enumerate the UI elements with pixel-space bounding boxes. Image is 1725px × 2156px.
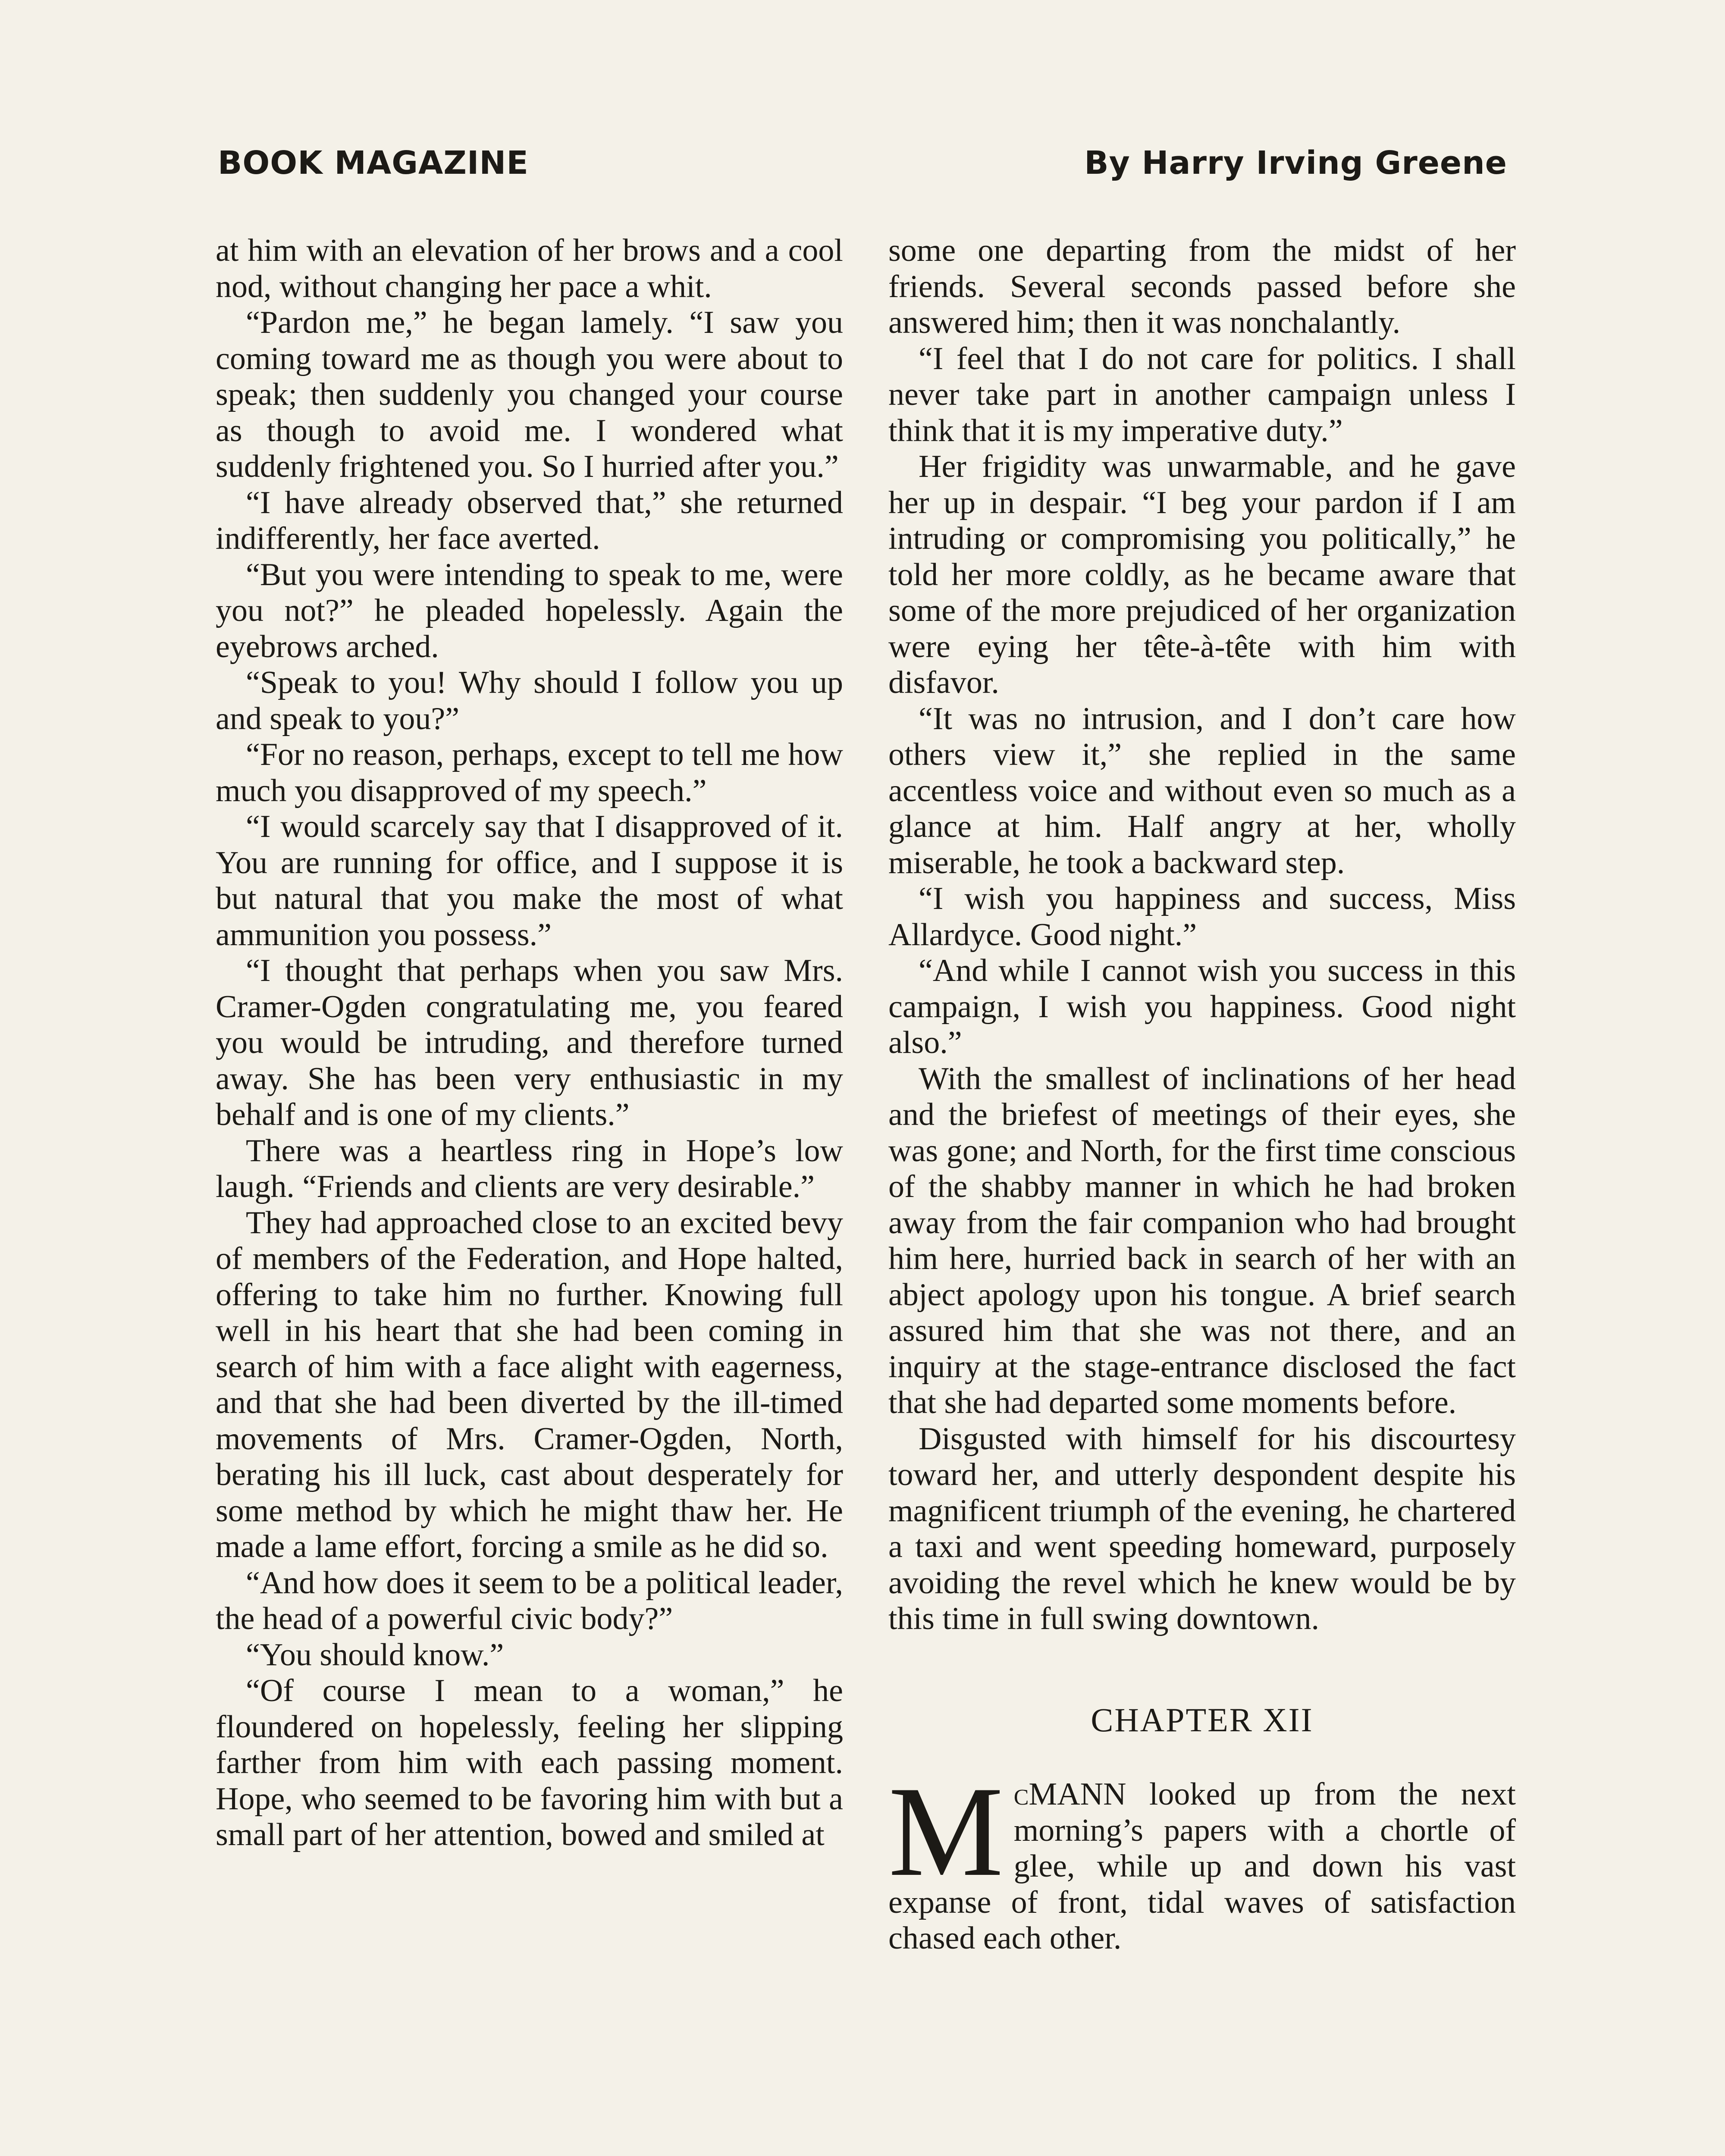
paragraph: “Speak to you! Why should I follow you up and speak to you?” [216,665,843,736]
paragraph: “I wish you happiness and success, Miss Allardyce. Good night.” [888,881,1516,953]
paragraph: some one departing from the midst of her friends. Several seconds passed before she answered him; then it was nonchalantly. [888,233,1516,340]
paragraph: “For no reason, perhaps, except to tell me how much you disapproved of my speech.” [216,737,843,808]
paragraph: “I feel that I do not care for politics. I shall never take part in another campaign unless I think that it is my imperative duty.” [888,341,1516,448]
paragraph: “Pardon me,” he began lamely. “I saw you coming toward me as though you were about to speak; then suddenly you changed your course as though to avoid me. I wondered what suddenly frightened you. So I hurried after you.” [216,305,843,484]
paragraph: With the smallest of inclinations of her head and the briefest of meetings of their eyes, she was gone; and North, for the first time conscious of the shabby manner in which he had broken away from the fair companion who had brought him here, hurried back in search of her with an abject apology upon his tongue. A brief search assured him that she was not there, and an inquiry at the stage-entrance disclosed the fact that she had departed some moments before. [888,1061,1516,1420]
running-head [0,144,1725,192]
paragraph: There was a heartless ring in Hope’s low laugh. “Friends and clients are very desirable.” [216,1133,843,1204]
right-column [888,233,1516,1957]
paragraph: “But you were intending to speak to me, were you not?” he pleaded hopelessly. Again the eyebrows arched. [216,557,843,664]
paragraph: “Of course I mean to a woman,” he floundered on hopelessly, feeling her slipping farther from him with each passing moment. Hope, who seemed to be favoring him with but a small part of her attention, bowed and smiled at [216,1673,843,1852]
paragraph: at him with an elevation of her brows and a cool nod, without changing her pace a whit. [216,233,843,304]
chapter-opening-paragraph [888,1760,1516,1957]
paragraph: “I have already observed that,” she returned indifferently, her face averted. [216,485,843,556]
opening-text: looked up from the next morning’s papers with a chortle of glee, while up and down his vast expanse of front, tidal waves of satisfaction chased each other. [888,1777,1516,1956]
magazine-title: BOOK MAGAZINE [218,144,529,182]
drop-cap: M [888,1760,1004,1903]
paragraph: “And how does it seem to be a political leader, the head of a powerful civic body?” [216,1565,843,1636]
author-byline: By Harry Irving Greene [1084,144,1507,182]
paragraph: Disgusted with himself for his discourtesy toward her, and utterly despondent despite his magnificent triumph of the evening, he chartered a taxi and went speeding homeward, purposely avoiding the revel which he knew would be by this time in full swing downtown. [888,1421,1516,1636]
chapter-heading: CHAPTER XII [1091,1701,1314,1739]
paragraph: “And while I cannot wish you success in this campaign, I wish you happiness. Good night also.” [888,953,1516,1060]
left-column [216,233,843,1853]
opening-smallcaps: cMANN [1013,1777,1126,1812]
paragraph: Her frigidity was unwarmable, and he gave her up in despair. “I beg your pardon if I am intruding or compromising you politically,” he told her more coldly, as he became aware that some of the more prejudiced of her organization were eying her tête-à-tête with him with disfavor. [888,449,1516,700]
paragraph: “You should know.” [246,1637,504,1673]
paragraph: “I would scarcely say that I disapproved of it. You are running for office, and I suppose it is but natural that you make the most of what ammunition you possess.” [216,809,843,953]
paragraph: “It was no intrusion, and I don’t care how others view it,” she replied in the same accentless voice and without even so much as a glance at him. Half angry at her, wholly miserable, he took a backward step. [888,701,1516,881]
paragraph: “I thought that perhaps when you saw Mrs. Cramer-Ogden congratulating me, you feared you would be intruding, and therefore turned away. She has been very enthusiastic in my behalf and is one of my clients.” [216,953,843,1132]
paragraph: They had approached close to an excited bevy of members of the Federation, and Hope halted, offering to take him no further. Knowing full well in his heart that she had been coming in search of him with a face alight with eagerness, and that she had been diverted by the ill-timed movements of Mrs. Cramer-Ogden, North, berating his ill luck, cast about desperately for some method by which he might thaw her. He made a lame effort, forcing a smile as he did so. [216,1205,843,1564]
